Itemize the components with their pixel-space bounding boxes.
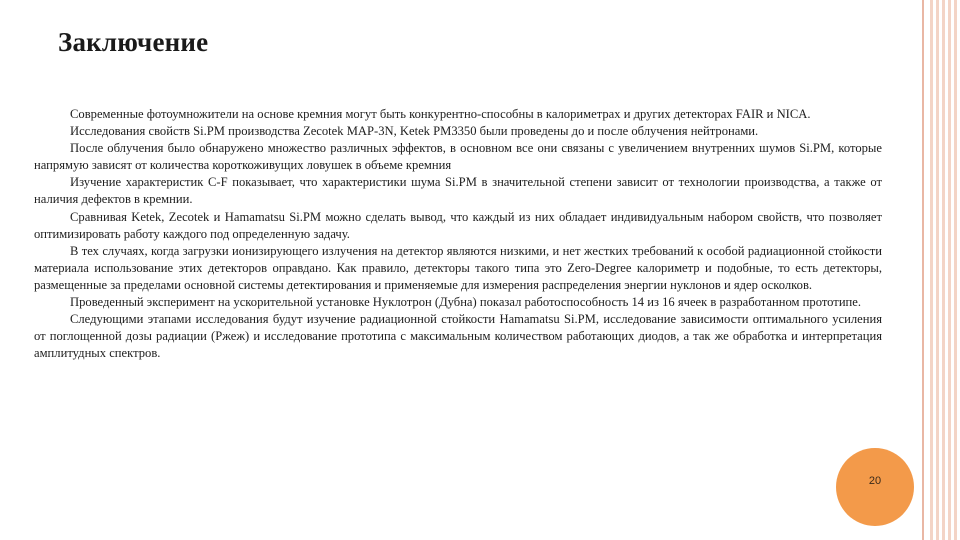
- page-number-badge: [836, 448, 914, 526]
- paragraph: Изучение характеристик C-F показывает, что характеристики шума Si.PM в значительной степени зависит от технологии производства, а также от наличия дефектов в кремнии.: [34, 175, 882, 207]
- paragraph: В тех случаях, когда загрузки ионизирующего излучения на детектор являются низкими, и нет жестких требований к особой радиационной стойкости материала использование этих детекторов оправдано. Как правило, детекторы такого типа это Zero-Degree калориметр и подобные, то есть детекторы, размещенные за пределами основной системы детектирования и применяемые для измерения распределения энергии нуклонов и ядер осколков.: [34, 243, 882, 292]
- paragraph: Следующими этапами исследования будут изучение радиационной стойкости Hamamatsu Si.PM, исследование зависимости оптимального усиления от поглощенной дозы радиации (Ржеж) и исследование прототипа с максимальным количеством работающих диодов, а так же обработка и интерпретация амплитудных спектров.: [34, 312, 882, 361]
- slide-title: Заключение: [58, 27, 209, 57]
- paragraph: Проведенный эксперимент на ускорительной установке Нуклотрон (Дубна) показал работоспособность 14 из 16 ячеек в разработанном прототипе.: [70, 295, 862, 310]
- page-number: 20: [868, 475, 882, 487]
- slide-body: [34, 106, 882, 362]
- decorative-edge-line: [922, 0, 924, 540]
- paragraph: Сравнивая Ketek, Zecotek и Hamamatsu Si.PM можно сделать вывод, что каждый из них обладает индивидуальным набором свойств, что позволяет оптимизировать работу каждого под определенную задачу.: [34, 209, 882, 241]
- paragraph: После облучения было обнаружено множество различных эффектов, в основном все они связаны с увеличением внутренних шумов Si.PM, которые напрямую зависят от количества короткоживущих ловушек в объеме кремния: [34, 141, 882, 173]
- decorative-stripes: [930, 0, 960, 540]
- paragraph: Современные фотоумножители на основе кремния могут быть конкурентно-способны в калориметрах и других детекторах FAIR и NICA.: [70, 107, 811, 121]
- paragraph: Исследования свойств Si.PM производства Zecotek MAP-3N, Ketek PM3350 были проведены до и после облучения нейтронами.: [70, 124, 759, 139]
